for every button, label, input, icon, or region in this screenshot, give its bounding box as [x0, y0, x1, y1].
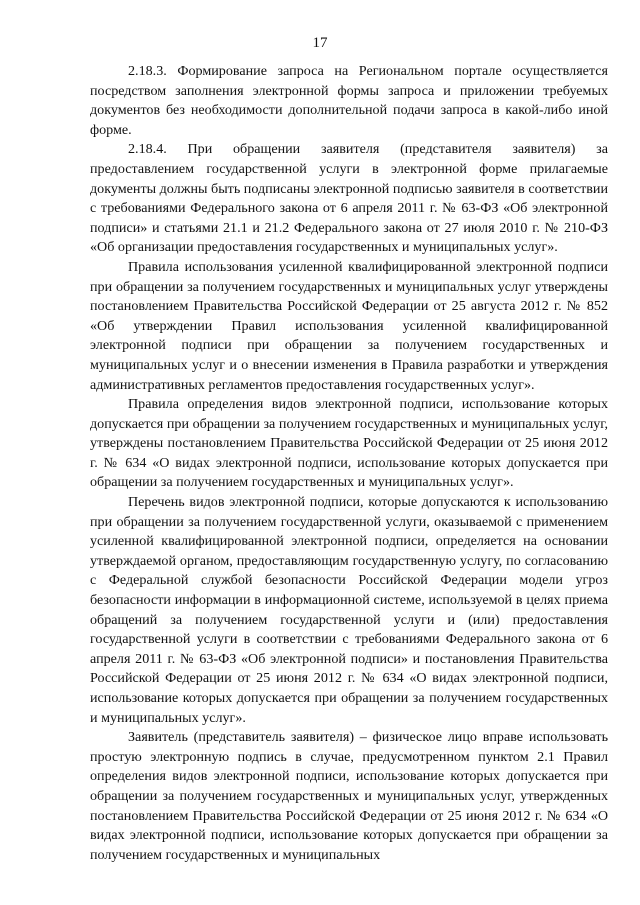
paragraph-qualified-signature-rules: Правила использования усиленной квалифицированной электронной подписи при обращении за получением государственных и муниципальных услуг утверждены постановлением Правительства Российской Федерации от 25 августа 2012 г. № 852 «Об утверждении Правил использования усиленной квалифицированной электронной подписи при обращении за получением государственных и муниципальных услуг и о внесении изменения в Правила разработки и утверждения административных регламентов предоставления государственных услуг».: [90, 258, 608, 393]
document-body: [90, 62, 608, 865]
paragraph-signature-types-list: Перечень видов электронной подписи, которые допускаются к использованию при обращении за получением государственной услуги, оказываемой с применением усиленной квалифицированной электронной подписи, определяется на основании утверждаемой органом, предоставляющим государственную услугу, по согласованию с Федеральной службой безопасности Российской Федерации модели угроз безопасности информации в информационной системе, используемой в целях приема обращений за получением государственной услуги и (или) предоставления государственной услуги в соответствии с требованиями Федерального закона от 6 апреля 2011 г. № 63-ФЗ «Об электронной подписи» и постановления Правительства Российской Федерации от 25 июня 2012 г. № 634 «О видах электронной подписи, использование которых допускается при обращении за получением государственных и муниципальных услуг».: [90, 494, 608, 726]
paragraph-2-18-4: 2.18.4. При обращении заявителя (представителя заявителя) за предоставлением государственной услуги в электронной форме прилагаемые документы должны быть подписаны электронной подписью заявителя в соответствии с требованиями Федерального закона от 6 апреля 2011 г. № 63-ФЗ «Об электронной подписи» и статьями 21.1 и 21.2 Федерального закона от 27 июля 2010 г. № 210-ФЗ «Об организации предоставления государственных и муниципальных услуг».: [90, 141, 608, 256]
paragraph-signature-types-rules: Правила определения видов электронной подписи, использование которых допускается при обращении за получением государственных и муниципальных услуг, утверждены постановлением Правительства Российской Федерации от 25 июня 2012 г. № 634 «О видах электронной подписи, использование которых допускается при обращении за получением государственных и муниципальных услуг».: [90, 396, 608, 491]
page-number: 17: [312, 35, 328, 51]
paragraph-2-18-3: 2.18.3. Формирование запроса на Региональном портале осуществляется посредством заполнения электронной формы запроса и приложении требуемых документов без необходимости дополнительной подачи запроса в какой-либо иной форме.: [90, 63, 608, 138]
paragraph-simple-signature: Заявитель (представитель заявителя) – физическое лицо вправе использовать простую электронную подпись в случае, предусмотренном пунктом 2.1 Правил определения видов электронной подписи, использование которых допускается при обращении за получением государственных и муниципальных услуг, утвержденных постановлением Правительства Российской Федерации от 25 июня 2012 г. № 634 «О видах электронной подписи, использование которых допускается при обращении за получением государственных и муниципальных: [90, 729, 608, 863]
